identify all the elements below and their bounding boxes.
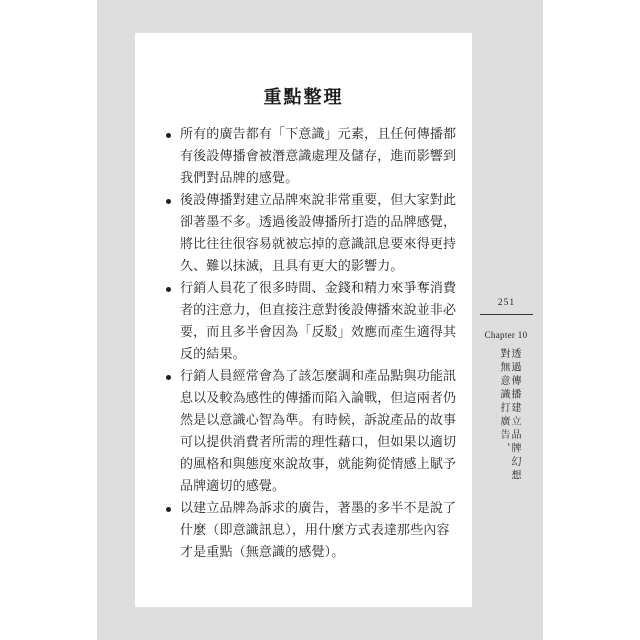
bullet-icon — [166, 375, 171, 380]
text-line: 卻著墨不多。透過後設傳播所打造的品牌感覺， — [180, 215, 457, 230]
text-line: 行銷人員花了很多時間、金錢和精力來爭奪消費 — [180, 281, 457, 296]
text-line: 然是以意識心智為準。有時候，訴說產品的故事 — [180, 413, 457, 428]
text-line: 可以提供消費者所需的理性藉口，但如果以適切 — [180, 435, 457, 450]
text-line: 什麼（即意識訊息），用什麼方式表達那些內容 — [180, 523, 450, 538]
text-line: 者的注意力，但直接注意對後設傳播來說並非必 — [180, 303, 457, 318]
text-line: 久、難以抹滅，且具有更大的影響力。 — [180, 259, 404, 274]
text-line: 品牌適切的感覺。 — [180, 479, 286, 494]
text-line: 有後設傳播會被潛意識處理及儲存，進而影響到 — [180, 149, 457, 164]
chapter-title-column: 對無意識打廣告， — [498, 348, 509, 456]
text-line: 息以及較為感性的傳播而陷入論戰，但這兩者仍 — [180, 391, 457, 406]
bullet-list — [180, 124, 468, 564]
text-line: 反的結果。 — [180, 347, 246, 362]
bullet-item — [180, 498, 468, 564]
chapter-label: Chapter 10 — [484, 330, 528, 340]
bullet-icon — [166, 133, 171, 138]
page-title: 重點整理 — [263, 87, 344, 108]
text-line: 才是重點（無意識的感覺）。 — [180, 545, 345, 560]
text-line: 所有的廣告都有「下意識」元素，且任何傳播都 — [180, 127, 457, 142]
text-line: 行銷人員經常會為了該怎麼調和產品點與功能訊 — [180, 369, 457, 384]
text-line: 以建立品牌為訴求的廣告，著墨的多半不是說了 — [180, 501, 457, 516]
bullet-icon — [166, 287, 171, 292]
text-line: 要，而且多半會因為「反駁」效應而產生適得其 — [180, 325, 457, 340]
bullet-item — [180, 124, 468, 190]
text-line: 將比往往很容易就被忘掉的意識訊息要來得更持 — [180, 237, 457, 252]
bullet-item — [180, 278, 468, 366]
bullet-item — [180, 190, 468, 278]
sidebar-divider — [480, 314, 533, 315]
bullet-icon — [166, 199, 171, 204]
bullet-item — [180, 366, 468, 498]
text-line: 後設傳播對建立品牌來說非常重要，但大家對此 — [180, 193, 457, 208]
book-page — [135, 33, 472, 607]
text-line: 的風格和與態度來說故事，就能夠從情感上賦予 — [180, 457, 457, 472]
chapter-title-column: 透過傳播建立品牌幻想 — [509, 348, 520, 483]
bullet-icon — [166, 507, 171, 512]
page-number: 251 — [497, 298, 516, 308]
text-line: 我們對品牌的感覺。 — [180, 171, 299, 186]
